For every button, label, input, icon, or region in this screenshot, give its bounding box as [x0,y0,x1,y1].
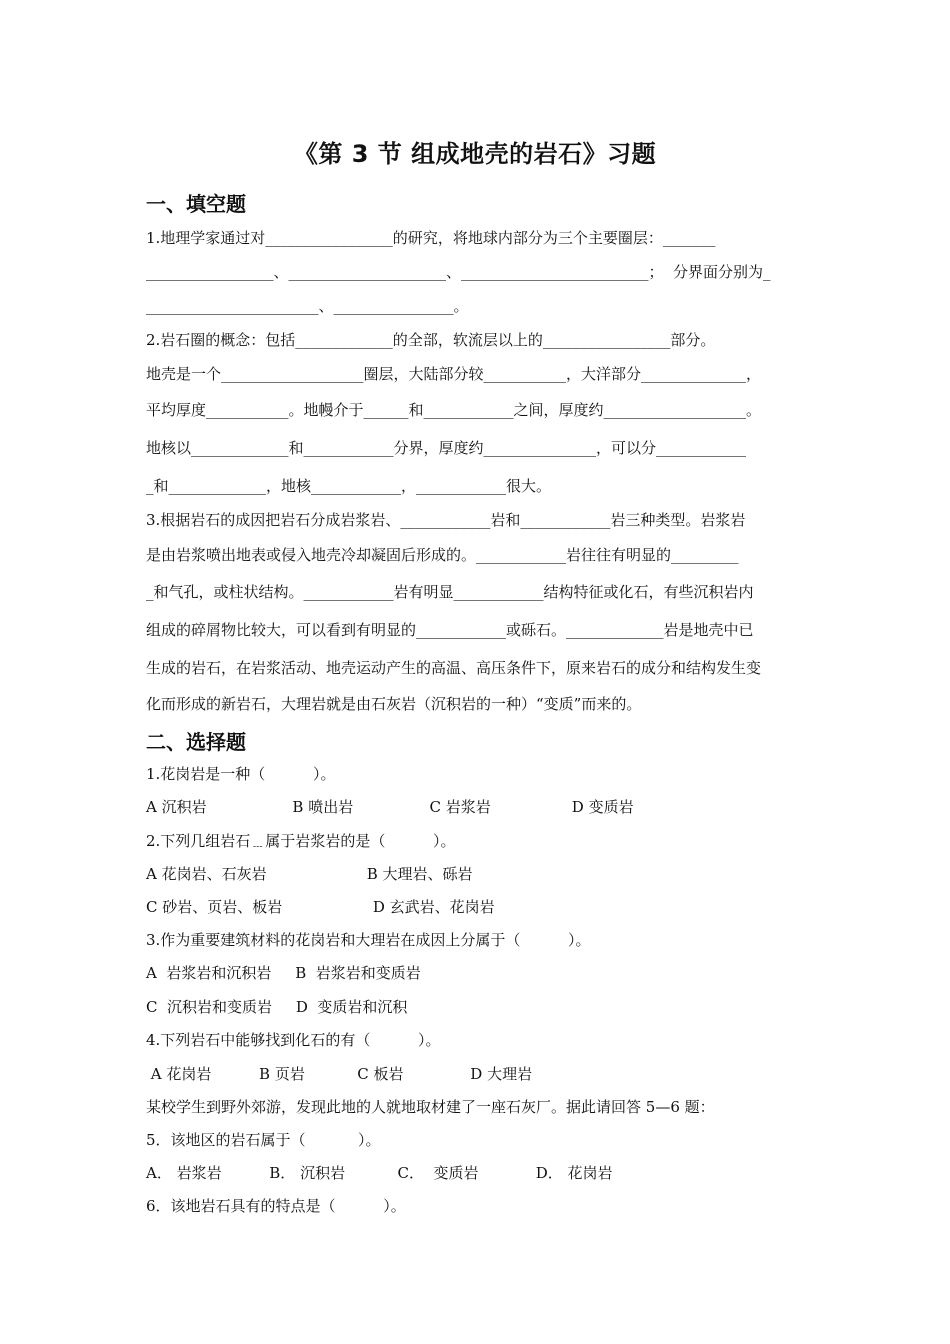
question-line: _和气孔，或柱状结构。____________岩有明显____________结构特征或化石，有些沉积岩内 [146,583,754,601]
section-heading-multiple-choice: 二、选择题 [146,730,246,754]
question-line: 2.下列几组岩石﹍属于岩浆岩的是（ ）。 [146,832,456,850]
option-line: A 岩浆岩和沉积岩 B 岩浆岩和变质岩 [146,964,421,982]
question-line: 1.地理学家通过对_________________的研究，将地球内部分为三个主要圈层：_______ [146,229,716,247]
question-line: 地核以_____________和____________分界，厚度约_______________，可以分____________ [146,439,747,457]
document-title: 《第 3 节 组成地壳的岩石》习题 [293,140,657,168]
option-line: A 花岗岩 B 页岩 C 板岩 D 大理岩 [146,1065,533,1083]
question-line: 是由岩浆喷出地表或侵入地壳冷却凝固后形成的。____________岩往往有明显的_________ [146,546,739,564]
question-line: 化而形成的新岩石，大理岩就是由石灰岩（沉积岩的一种）“变质”而来的。 [146,695,642,713]
question-line: 某校学生到野外郊游，发现此地的人就地取材建了一座石灰厂。据此请回答 5—6 题： [146,1098,715,1116]
option-line: A 沉积岩 B 喷出岩 C 岩浆岩 D 变质岩 [146,798,634,816]
question-line: 生成的岩石，在岩浆活动、地壳运动产生的高温、高压条件下，原来岩石的成分和结构发生变 [146,659,762,677]
question-line: 3.作为重要建筑材料的花岗岩和大理岩在成因上分属于（ ）。 [146,931,591,949]
option-line: A． 岩浆岩 B． 沉积岩 C． 变质岩 D． 花岗岩 [146,1164,613,1182]
option-line: C 沉积岩和变质岩 D 变质岩和沉积 [146,998,408,1016]
option-line: A 花岗岩、石灰岩 B 大理岩、砾岩 [146,865,473,883]
question-line: 3.根据岩石的成因把岩石分成岩浆岩、____________岩和____________岩三种类型。岩浆岩 [146,511,746,529]
question-line: 6．该地岩石具有的特点是（ ）。 [146,1197,406,1215]
question-line: 5．该地区的岩石属于（ ）。 [146,1131,381,1149]
question-line: _________________、_____________________、_________________________； 分界面分别为_ [146,263,771,281]
question-line: 地壳是一个___________________圈层，大陆部分较___________，大洋部分______________， [146,365,762,383]
question-line: _和_____________，地核____________，____________很大。 [146,477,552,495]
question-line: 组成的碎屑物比较大，可以看到有明显的____________或砾石。_____________岩是地壳中已 [146,621,754,639]
question-line: 1.花岗岩是一种（ ）。 [146,765,336,783]
section-heading-fill-blank: 一、填空题 [146,192,246,216]
question-line: 平均厚度___________。地幔介于______和____________之间，厚度约___________________。 [146,401,762,419]
option-line: C 砂岩、页岩、板岩 D 玄武岩、花岗岩 [146,898,495,916]
question-line: 4.下列岩石中能够找到化石的有（ ）。 [146,1031,441,1049]
question-line: _______________________、________________。 [146,297,469,315]
question-line: 2.岩石圈的概念：包括_____________的全部，软流层以上的_________________部分。 [146,331,716,349]
